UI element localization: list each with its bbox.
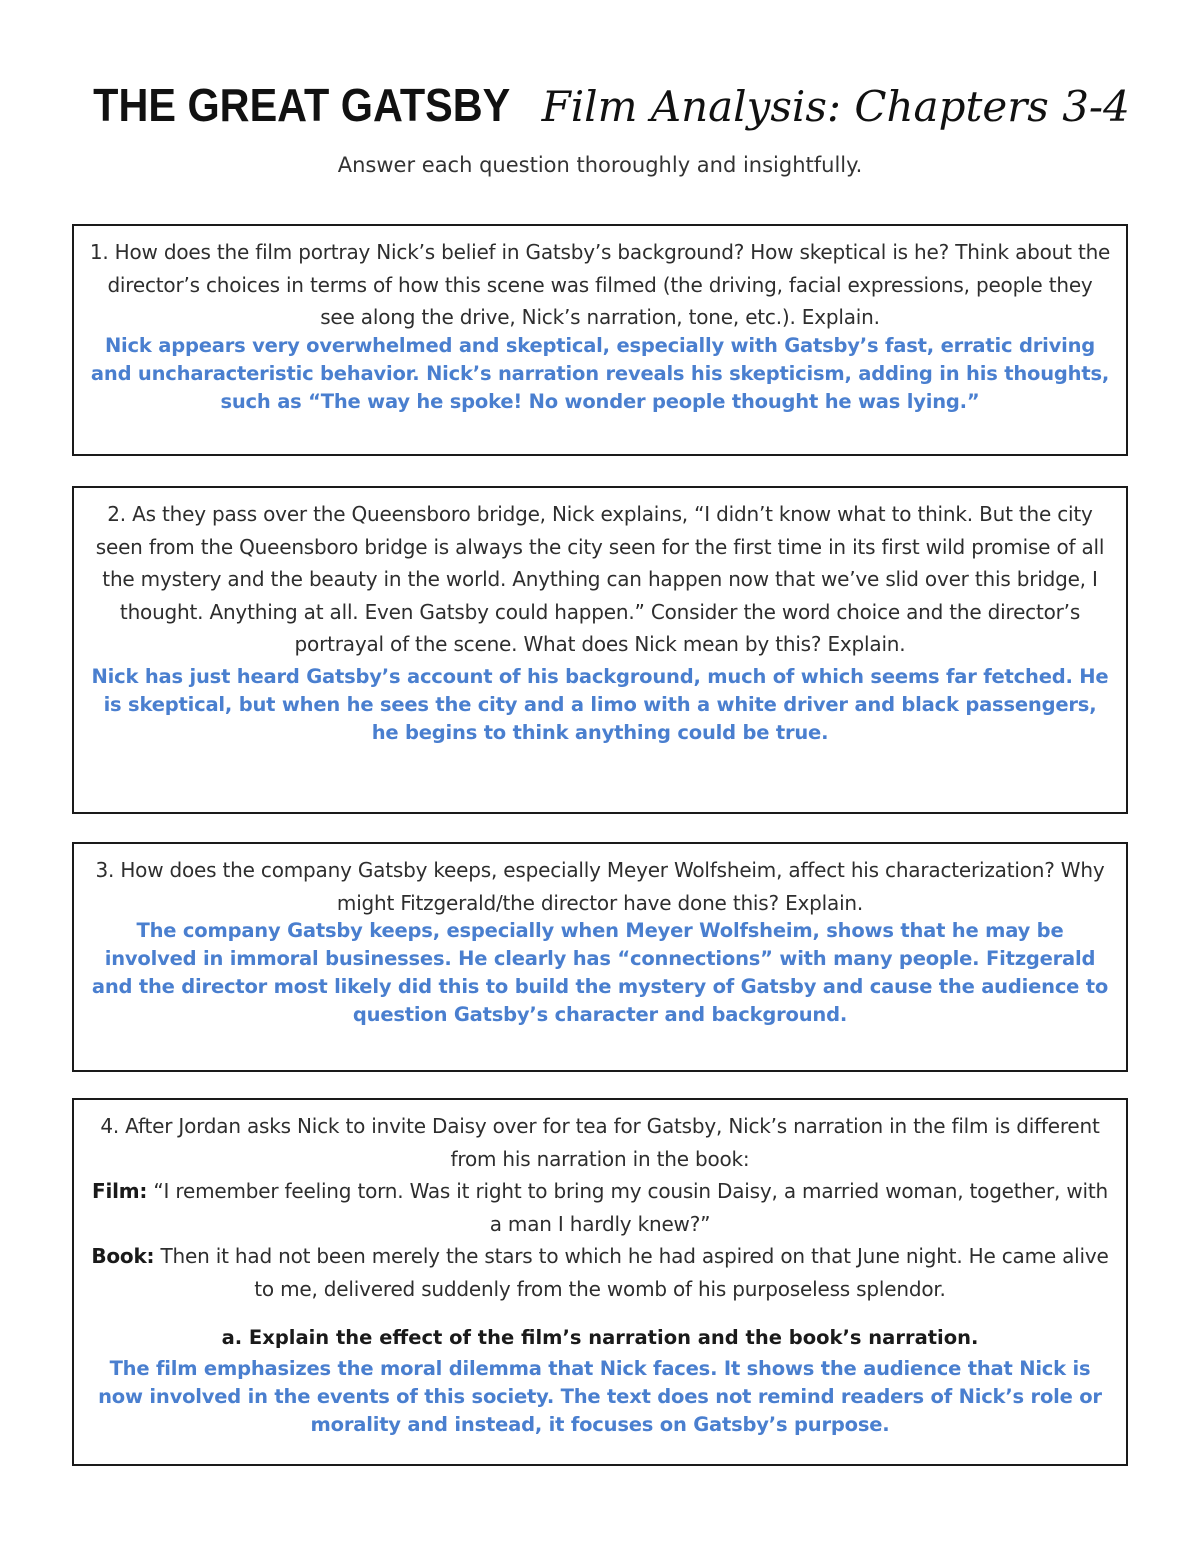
book-label: Book: <box>91 1244 155 1268</box>
subtitle: Answer each question thoroughly and insightfully. <box>337 153 863 177</box>
question-box-1 <box>72 224 1128 456</box>
question-box-4 <box>72 1098 1128 1466</box>
answer-3-text: The company Gatsby keeps, especially when Meyer Wolfsheim, shows that he may be involved in immoral businesses. He clearly has “connections” with many people. Fitzgerald and the director most likely did this to build the mystery of Gatsby and cause the audience to question Gatsby’s character and background. <box>91 919 1109 1026</box>
question-1-text: 1. How does the film portray Nick’s belief in Gatsby’s background? How skeptical is he? Think about the director’s choices in terms of how this scene was filmed (the driving, facial expressions, people they see along the drive, Nick’s narration, tone, etc.). Explain. <box>89 240 1111 329</box>
page-title <box>0 78 1200 132</box>
book-quote: Then it had not been merely the stars to which he had aspired on that June night. He came alive to me, delivered suddenly from the womb of his purposeless splendor. <box>160 1244 1109 1301</box>
question-box-2 <box>72 486 1128 814</box>
sub-question-a: a. Explain the effect of the film’s narration and the book’s narration. <box>221 1326 979 1349</box>
title-bold: THE GREAT GATSBY <box>93 79 511 131</box>
answer-2-text: Nick has just heard Gatsby’s account of his background, much of which seems far fetched. He is skeptical, but when he sees the city and a limo with a white driver and black passengers, he begins to think anything could be true. <box>91 664 1109 744</box>
film-quote-line <box>88 1175 1112 1240</box>
title-script: Film Analysis: Chapters 3-4 <box>541 82 1130 131</box>
answer-4-text: The film emphasizes the moral dilemma that Nick faces. It shows the audience that Nick is now involved in the events of this society. The text does not remind readers of Nick’s role or morality and instead, it focuses on Gatsby’s purpose. <box>98 1357 1102 1436</box>
answer-1-text: Nick appears very overwhelmed and skeptical, especially with Gatsby’s fast, erratic driving and uncharacteristic behavior. Nick’s narration reveals his skepticism, adding in his thoughts, such as “The way he spoke! No wonder people thought he was lying.” <box>90 333 1110 413</box>
question-4-text: 4. After Jordan asks Nick to invite Daisy over for tea for Gatsby, Nick’s narration in the film is different from his narration in the book: <box>100 1114 1100 1171</box>
question-box-3 <box>72 842 1128 1072</box>
question-3-text: 3. How does the company Gatsby keeps, especially Meyer Wolfsheim, affect his characterization? Why might Fitzgerald/the director have done this? Explain. <box>95 858 1105 915</box>
book-quote-line <box>88 1240 1112 1305</box>
film-quote: “I remember feeling torn. Was it right to bring my cousin Daisy, a married woman, together, with a man I hardly knew?” <box>153 1179 1108 1236</box>
film-label: Film: <box>92 1179 148 1203</box>
question-2-text: 2. As they pass over the Queensboro bridge, Nick explains, “I didn’t know what to think. But the city seen from the Queensboro bridge is always the city seen for the first time in its first wild promise of all the mystery and the beauty in the world. Anything can happen now that we’ve slid over this bridge, I thought. Anything at all. Even Gatsby could happen.” Consider the word choice and the director’s portrayal of the scene. What does Nick mean by this? Explain. <box>95 502 1105 656</box>
